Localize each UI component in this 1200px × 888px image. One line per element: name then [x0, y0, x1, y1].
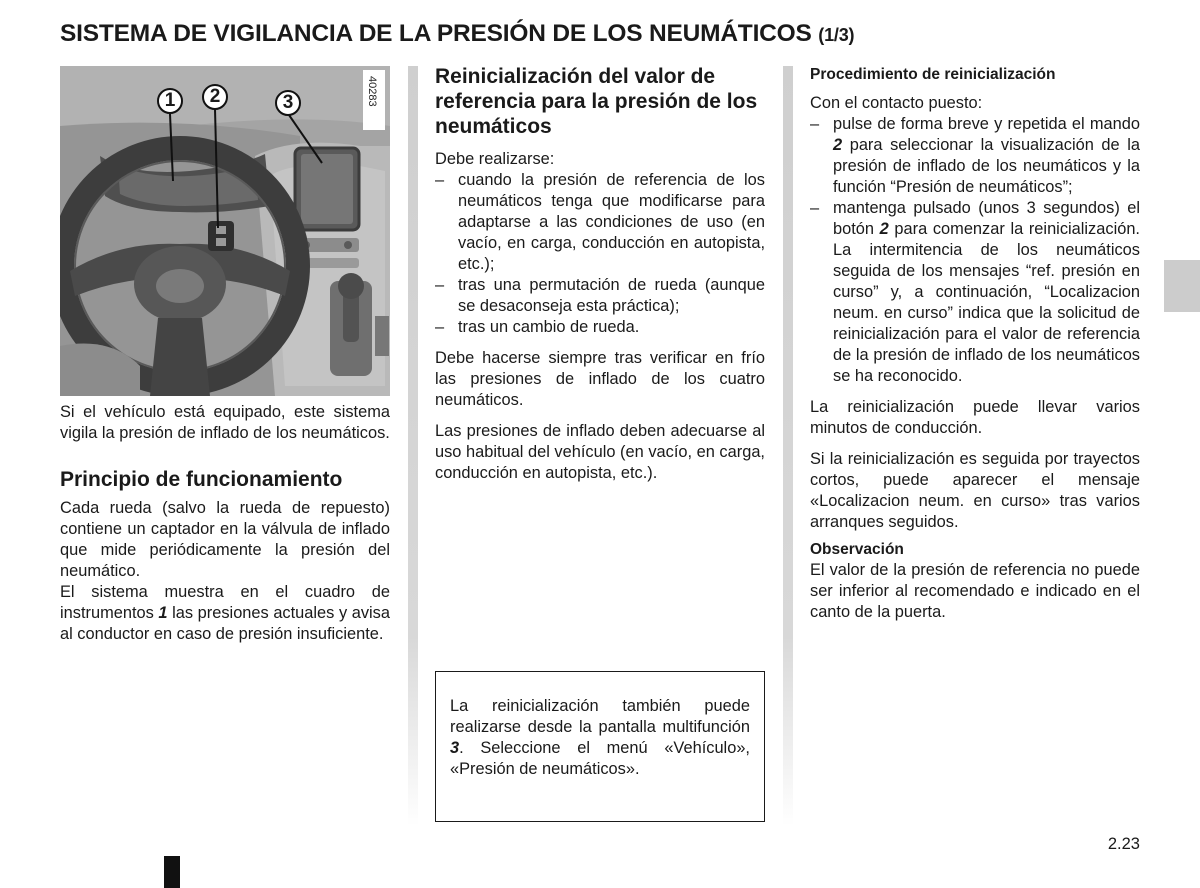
procedure-lead: Con el contacto puesto: — [810, 94, 983, 112]
reset-conditions-list — [435, 170, 765, 338]
step-1-text-a: pulse de forma breve y repetida el mando — [833, 115, 1140, 133]
page-number: 2.23 — [1107, 835, 1140, 853]
callout-2 — [202, 84, 228, 110]
page-title-text: SISTEMA DE VIGILANCIA DE LA PRESIÓN DE LOS NEUMÁTICOS — [60, 20, 812, 47]
column-middle — [435, 64, 765, 484]
section-heading-reset: Reinicialización del valor de referencia para la presión de los neumáticos — [435, 65, 758, 138]
intro-paragraph: Si el vehículo está equipado, este sistema vigila la presión de inflado de los neumáticos. — [60, 403, 390, 442]
reference-instrument-cluster: 1 — [158, 604, 168, 622]
procedure-paragraph-2: Si la reinicialización es seguida por trayectos cortos, puede aparecer el mensaje «Localizacion neum. en curso» tras varios arranques seguidos. — [810, 450, 1140, 531]
page-title — [60, 20, 854, 48]
step-2-text-b: para comenzar la reinicialización. La intermitencia de los neumáticos seguida de los mensajes “ref. presión en curso” y, a continuación, “Localizacion neum. en curso” indica que la solicitud de reinicialización para el valor de referencia de la presión de inflado de los neumáticos se ha reconocido. — [833, 220, 1140, 385]
note-box — [435, 671, 765, 822]
callout-3-label: 3 — [282, 92, 294, 113]
page-part-indicator: (1/3) — [818, 25, 855, 45]
section-heading-principle: Principio de funcionamiento — [60, 468, 343, 491]
list-item: – tras un cambio de rueda. — [435, 317, 765, 338]
dashboard-drawing — [60, 66, 390, 396]
observation-text: El valor de la presión de referencia no puede ser inferior al recomendado e indicado en el canto de la puerta. — [810, 561, 1140, 621]
reset-paragraph-2: Las presiones de inflado deben adecuarse al uso habitual del vehículo (en vacío, en carga, conducción en autopista, etc.). — [435, 422, 765, 482]
note-text-a: La reinicialización también puede realizarse desde la pantalla multifunción — [450, 697, 750, 736]
column-left — [60, 402, 390, 645]
principle-text-a: El sistema muestra en el cuadro de instrumentos — [60, 583, 390, 622]
procedure-paragraph-1: La reinicialización puede llevar varios minutos de conducción. — [810, 398, 1140, 437]
print-mark — [164, 856, 180, 888]
list-item — [810, 198, 1140, 387]
section-heading-procedure: Procedimiento de reinicialización — [810, 66, 1056, 83]
principle-text-b: las presiones actuales y avisa al conductor en caso de presión insuficiente. — [60, 604, 390, 643]
callout-3 — [275, 90, 301, 116]
reference-multifunction-screen: 3 — [450, 739, 460, 757]
reset-paragraph-1: Debe hacerse siempre tras verificar en frío las presiones de inflado de los cuatro neumáticos. — [435, 349, 765, 409]
principle-paragraph-1: Cada rueda (salvo la rueda de repuesto) contiene un captador en la válvula de inflado que mide periódicamente la presión del neumático. — [60, 499, 390, 580]
procedure-steps-list — [810, 114, 1140, 387]
observation-heading: Observación — [810, 541, 904, 558]
callout-1-label: 1 — [164, 90, 176, 111]
column-separator-1 — [408, 66, 418, 826]
list-item: – cuando la presión de referencia de los neumáticos tenga que modificarse para adaptarse a las condiciones de uso (en vacío, en carga, conducción en autopista, etc.); — [435, 170, 765, 275]
dashboard-illustration — [60, 66, 390, 396]
step-2-text-a: mantenga pulsado (unos 3 segundos) el botón — [833, 199, 1140, 238]
callout-1 — [157, 88, 183, 114]
list-item: – tras una permutación de rueda (aunque se desaconseja esta práctica); — [435, 275, 765, 317]
list-item — [810, 114, 1140, 198]
principle-paragraph-2 — [60, 582, 390, 645]
note-text-b: . Seleccione el menú «Vehículo», «Presión de neumáticos». — [450, 739, 750, 778]
callout-2-label: 2 — [209, 86, 221, 107]
reference-button-2: 2 — [879, 220, 889, 238]
step-1-text-b: para seleccionar la visualización de la presión de inflado de los neumáticos y la función “Presión de neumáticos”; — [833, 136, 1140, 196]
column-right — [810, 64, 1140, 623]
figure-code: 40283 — [366, 76, 378, 107]
reference-control-2: 2 — [833, 136, 843, 154]
column-separator-2 — [783, 66, 793, 826]
reset-lead: Debe realizarse: — [435, 150, 555, 168]
chapter-thumb-tab — [1164, 260, 1200, 312]
